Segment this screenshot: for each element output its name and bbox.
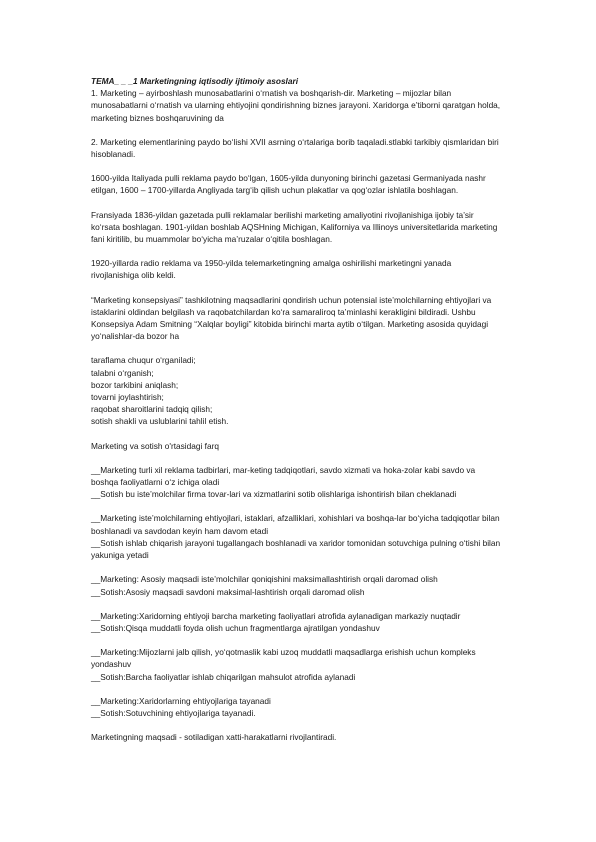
paragraph-6: “Marketing konsepsiyasi” tashkilotning maqsadlarini qondirish uchun potensial iste’molchilarning ehtiyojlari va istaklarini oldindan belgilash va raqobatchilardan ko‘ra samaraliroq ta’minlashi kerakligini bildiradi. Ushbu Konsepsiya Adam Smitning “Xalqlar boyligi” kitobida birinchi marta aytib o‘tilgan. Marketing asosida quyidagi yo‘nalishlar-da bozor ha [91, 294, 492, 342]
difference-heading: Marketing va sotish o'rtasidagi farq [91, 440, 219, 451]
paragraph-4: Fransiyada 1836-yildan gazetada pulli reklamalar berilishi marketing amaliyotini rivojlanishiga ijobiy ta’sir ko‘rsata boshlagan. 1901-yildan boshlab AQSHning Michigan, Kaliforniya va Illinoys universitetlarida marketing fani kiritilib, bu muammolar bo‘yicha ma’ruzalar o‘qitila boshlagan. [91, 209, 498, 245]
comparison-pair [91, 695, 501, 719]
marketing-point: __Marketing:Xaridorning ehtiyoji barcha marketing faoliyatlari atrofida aylanadigan markaziy nuqtadir [91, 610, 461, 621]
list-item: taraflama chuqur o‘rganiladi; [91, 355, 196, 366]
marketing-point: __Marketing: Asosiy maqsadi iste’molchilar qoniqishini maksimallashtirish orqali daromad olish [91, 574, 438, 585]
selling-point: __Sotish bu iste’molchilar firma tovar-lari va xizmatlarini sotib olishlariga ishontirish bilan cheklanadi [91, 489, 457, 500]
marketing-point: __Marketing turli xil reklama tadbirlari, mar-keting tadqiqotlari, savdo xizmati va hoka-zolar kabi savdo va boshqa faoliyatlarni o‘z ichiga oladi [91, 464, 476, 488]
research-list [91, 354, 501, 427]
comparison-pair [91, 512, 501, 561]
comparison-pair [91, 573, 501, 597]
document-title: TEMA_ _ _1 Marketingning iqtisodiy ijtimoiy asoslari [91, 76, 299, 86]
selling-point: __Sotish:Barcha faoliyatlar ishlab chiqarilgan mahsulot atrofida aylanadi [91, 671, 356, 682]
marketing-point: __Marketing:Mijozlarni jalb qilish, yo‘qotmaslik kabi uzoq muddatli maqsadlarga erishish uchun kompleks yondashuv [91, 647, 476, 670]
selling-point: __Sotish:Qisqa muddatli foyda olish uchun fragmentlarga ajratilgan yondashuv [91, 622, 380, 633]
list-item: tovarni joylashtirish; [91, 392, 164, 403]
comparison-pair [91, 610, 501, 634]
selling-point: __Sotish:Asosiy maqsadi savdoni maksimal-lashtirish orqali daromad olish [91, 586, 365, 597]
comparison-pair [91, 646, 501, 683]
list-item: bozor tarkibini aniqlash; [91, 379, 179, 390]
list-item: sotish shakli va uslublarini tahlil etish. [91, 416, 229, 427]
paragraph-5: 1920-yillarda radio reklama va 1950-yilda telemarketingning amalga oshirilishi marketingni yanada rivojlanishiga olib keldi. [91, 258, 452, 281]
selling-point: __Sotish ishlab chiqarish jarayoni tugallangach boshlanadi va xaridor tomonidan sotuvchiga pulning o‘tishi bilan yakuniga yetadi [91, 537, 501, 561]
marketing-point: __Marketing iste’molchilarning ehtiyojlari, istaklari, afzalliklari, xohishlari va boshqa-lar bo‘yicha tadqiqotlar bilan boshlanadi va savdodan keyin ham davom etadi [91, 513, 500, 536]
paragraph-3: 1600-yilda Italiyada pulli reklama paydo bo‘lgan, 1605-yilda dunyoning birinchi gazetasi Germaniyada nashr etilgan, 1600 – 1700-yillarda Angliyada targ‘ib qilish uchun plakatlar va qog‘ozlar ishlatila boshlagan. [91, 173, 486, 196]
paragraph-1: 1. Marketing – ayirboshlash munosabatlarini o‘rnatish va boshqarish-dir. Marketing – mijozlar bilan munosabatlarni o‘rnatish va ularning ehtiyojini qondirishning biznes jarayoni. Xaridorga e’tiborni qaratgan holda, marketing biznes boshqaruvining da [91, 88, 501, 123]
list-item: talabni o‘rganish; [91, 367, 154, 378]
list-item: raqobat sharoitlarini tadqiq qilish; [91, 404, 213, 415]
paragraph-2: 2. Marketing elementlarining paydo bo‘lishi XVII asrning o‘rtalariga borib taqaladi.stlabki tarkibiy qismlaridan biri hisoblanadi. [91, 136, 499, 160]
conclusion: Marketingning maqsadi - sotiladigan xatti-harakatlarni rivojlantiradi. [91, 732, 337, 743]
marketing-point: __Marketing:Xaridorlarning ehtiyojlariga tayanadi [91, 695, 271, 706]
selling-point: __Sotish:Sotuvchining ehtiyojlariga tayanadi. [91, 707, 256, 718]
comparison-pair [91, 464, 501, 501]
